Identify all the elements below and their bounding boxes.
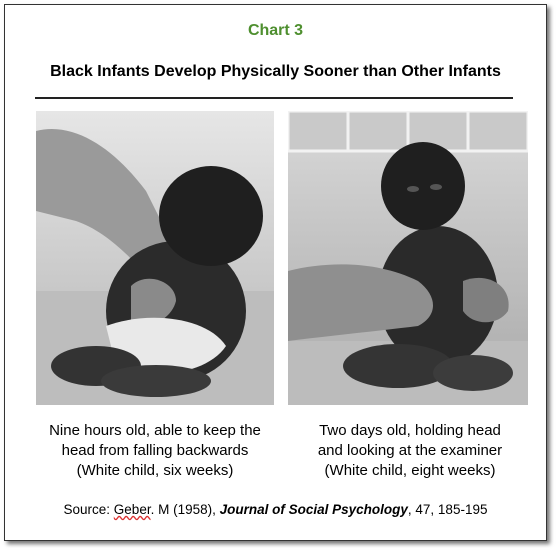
- chart-label: Chart 3: [247, 22, 304, 39]
- caption-left: [30, 421, 280, 481]
- source-author: Geber: [113, 502, 151, 517]
- page-title: Black Infants Develop Physically Sooner than Other Infants: [50, 63, 501, 80]
- caption-line: head from falling backwards: [61, 442, 249, 459]
- caption-line: (White child, six weeks): [76, 462, 234, 479]
- document-frame: [4, 4, 547, 541]
- photo-infant-two-days: [288, 111, 528, 405]
- caption-line: and looking at the examiner: [317, 442, 503, 459]
- photo-infant-nine-hours: [36, 111, 274, 405]
- caption-line: Two days old, holding head: [319, 422, 501, 439]
- source-citation: [5, 502, 546, 517]
- source-journal: Journal of Social Psychology: [219, 502, 408, 517]
- caption-line: (White child, eight weeks): [324, 462, 496, 479]
- source-prefix: Source:: [63, 502, 114, 517]
- source-suffix: , 47, 185-195: [407, 502, 488, 517]
- caption-line: Nine hours old, able to keep the: [49, 422, 261, 439]
- caption-right: [285, 421, 535, 481]
- title-divider: [35, 97, 513, 99]
- source-after-author: . M (1958),: [150, 502, 220, 517]
